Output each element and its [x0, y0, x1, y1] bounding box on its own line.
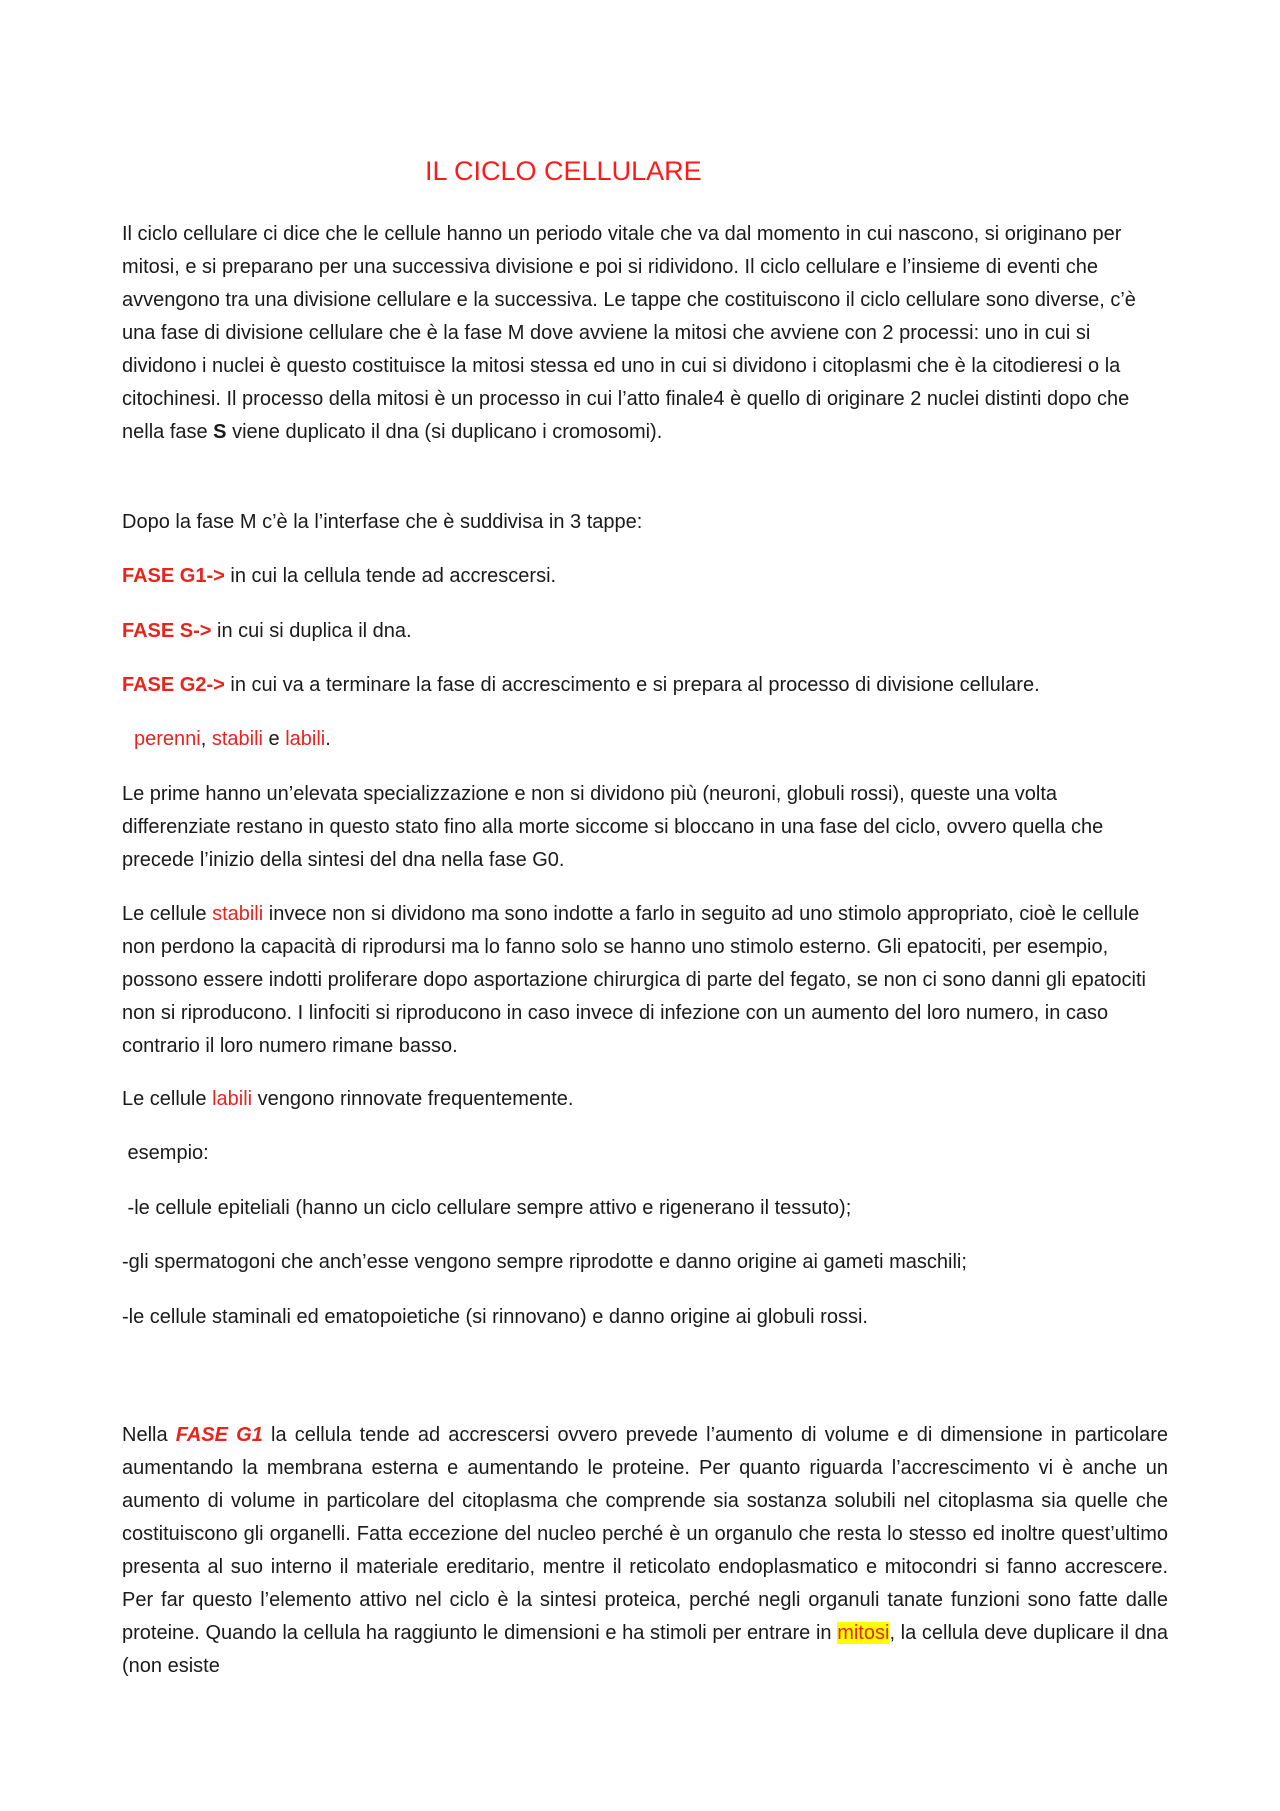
- separator-comma: ,: [200, 728, 212, 750]
- phase-s-text: in cui si duplica il dna.: [211, 620, 412, 642]
- separator-period: .: [325, 728, 331, 750]
- example-item: -le cellule staminali ed ematopoietiche (si rinnovano) e danno origine ai globuli rossi.: [122, 1306, 868, 1328]
- page-title: IL CICLO CELLULARE: [425, 156, 702, 186]
- phase-g2-text: in cui va a terminare la fase di accrescimento e si prepara al processo di divisione cellulare.: [224, 674, 1040, 696]
- example-item: -gli spermatogoni che anch’esse vengono sempre riprodotte e danno origine ai gameti maschili;: [122, 1251, 967, 1273]
- cell-types-line: [134, 723, 1180, 756]
- g1-paragraph: [122, 1419, 1168, 1683]
- example-label: esempio:: [122, 1142, 209, 1164]
- separator-and: e: [262, 728, 286, 750]
- perenni-paragraph: Le prime hanno un’elevata specializzazione e non si dividono più (neuroni, globuli rossi), queste una volta differenziate restano in questo stato fino alla morte siccome si bloccano in una fase del ciclo, ovvero quella che precede l’inizio della sintesi del dna nella fase G0.: [122, 783, 1104, 871]
- phase-g2-line: [122, 669, 1168, 702]
- interphase-intro: Dopo la fase M c’è la l’interfase che è suddivisa in 3 tappe:: [122, 511, 643, 533]
- stabili-highlight: stabili: [212, 903, 264, 925]
- g1-phase-label: FASE G1: [175, 1424, 263, 1446]
- intro-text: Il ciclo cellulare ci dice che le cellule hanno un periodo vitale che va dal momento in cui nascono, si originano per mitosi, e si preparano per una successiva divisione e poi si ridividono. Il ciclo cellulare e l’insieme di eventi che avvengono tra una divisione cellulare e la successiva. Le tappe che costituiscono il ciclo cellulare sono diverse, c’è una fase di divisione cellulare che è la fase M dove avviene la mitosi che avviene con 2 processi: uno in cui si dividono i nuclei è questo costituisce la mitosi stessa ed uno in cui si dividono i citoplasmi che è la citodieresi o la citochinesi. Il processo della mitosi è un processo in cui l’atto finale4 è quello di originare 2 nuclei distinti dopo che nella fase: [122, 223, 1136, 443]
- phase-g1-text: in cui la cellula tende ad accrescersi.: [224, 565, 557, 587]
- mitosi-highlight: mitosi: [837, 1622, 890, 1644]
- example-item: -le cellule epiteliali (hanno un ciclo cellulare sempre attivo e rigenerano il tessuto);: [122, 1197, 852, 1219]
- intro-paragraph: [122, 218, 1168, 449]
- stabili-paragraph-start: Le cellule: [122, 903, 213, 925]
- phase-s-line: [122, 615, 1168, 648]
- labili-paragraph-end: vengono rinnovate frequentemente.: [252, 1088, 574, 1110]
- phase-s-label: FASE S->: [122, 620, 212, 642]
- labili-paragraph-start: Le cellule: [122, 1088, 213, 1110]
- g1-paragraph-end: , la cellula deve duplicare il dna (non esiste: [122, 1622, 1169, 1677]
- phase-g1-line: [122, 560, 1168, 593]
- phase-g2-label: FASE G2->: [122, 674, 225, 696]
- labili-word: labili: [285, 728, 326, 750]
- phase-g1-label: FASE G1->: [122, 565, 225, 587]
- stabili-word: stabili: [211, 728, 263, 750]
- labili-paragraph: [122, 1083, 1168, 1116]
- intro-text-end: viene duplicato il dna (si duplicano i cromosomi).: [226, 421, 663, 443]
- labili-highlight: labili: [212, 1088, 253, 1110]
- stabili-paragraph-end: invece non si dividono ma sono indotte a farlo in seguito ad uno stimolo appropriato, cioè le cellule non perdono la capacità di riprodursi ma lo fanno solo se hanno uno stimolo esterno. Gli epatociti, per esempio, possono essere indotti proliferare dopo asportazione chirurgica di parte del fegato, se non ci sono danni gli epatociti non si riproducono. I linfociti si riproducono in caso invece di infezione con un aumento del loro numero, in caso contrario il loro numero rimane basso.: [122, 903, 1146, 1057]
- g1-paragraph-start: Nella: [122, 1424, 176, 1446]
- stabili-paragraph: [122, 898, 1168, 1063]
- phase-s-bold: S: [213, 421, 227, 443]
- g1-paragraph-body: la cellula tende ad accrescersi ovvero prevede l’aumento di volume e di dimensione in particolare aumentando la membrana esterna e aumentando le proteine. Per quanto riguarda l’accrescimento vi è anche un aumento di volume in particolare del citoplasma che comprende sia sostanza solubili nel citoplasma sia quelle che costituiscono gli organelli. Fatta eccezione del nucleo perché è un organulo che resta lo stesso ed inoltre quest’ultimo presenta al suo interno il materiale ereditario, mentre il reticolato endoplasmatico e mitocondri si fanno accrescere. Per far questo l’elemento attivo nel ciclo è la sintesi proteica, perché negli organuli tanate funzioni sono fatte dalle proteine. Quando la cellula ha raggiunto le dimensioni e ha stimoli per entrare in: [122, 1424, 1168, 1644]
- perenni-word: perenni: [134, 728, 201, 750]
